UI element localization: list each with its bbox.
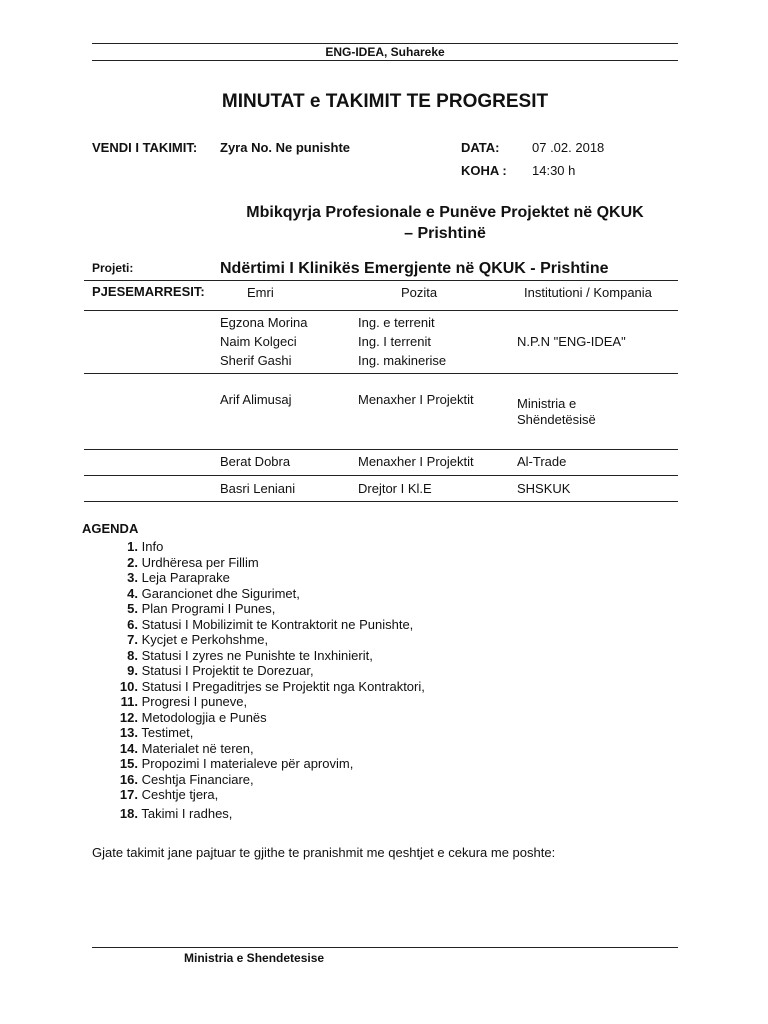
participant-name: Berat Dobra bbox=[220, 454, 291, 469]
agenda-item bbox=[110, 725, 425, 741]
project-label: Projeti: bbox=[92, 261, 134, 275]
subtitle-line-1: Mbikqyrja Profesionale e Punëve Projektet në QKUK bbox=[246, 204, 644, 221]
agenda-item-text: Ceshtja Financiare, bbox=[141, 771, 254, 787]
agenda-item-number: 13. bbox=[119, 725, 138, 740]
agenda-list bbox=[110, 539, 425, 821]
agenda-item bbox=[110, 617, 425, 633]
agenda-item bbox=[110, 601, 425, 617]
agenda-item bbox=[110, 586, 425, 602]
participant-institution: Al-Trade bbox=[517, 454, 567, 469]
participant-position: Ing. makinerise bbox=[358, 353, 447, 368]
agenda-item-number: 17. bbox=[119, 787, 138, 802]
agenda-item-text: Progresi I puneve, bbox=[141, 694, 248, 709]
footer-rule bbox=[92, 947, 678, 948]
agenda-item-number: 11. bbox=[120, 694, 138, 709]
agenda-item-text: Kycjet e Perkohshme, bbox=[141, 632, 269, 647]
agenda-item-number: 5. bbox=[127, 601, 138, 616]
document-title: MINUTAT e TAKIMIT TE PROGRESIT bbox=[221, 91, 549, 112]
place-label: VENDI I TAKIMIT: bbox=[92, 140, 198, 155]
table-bottom-rule bbox=[84, 501, 678, 502]
agenda-item-text: Ceshtje tjera, bbox=[141, 787, 219, 802]
agenda-item-text: Takimi I radhes, bbox=[141, 805, 233, 821]
agenda-item-number: 6. bbox=[127, 616, 138, 632]
project-rule bbox=[84, 280, 678, 281]
agenda-item bbox=[110, 648, 425, 664]
participant-position: Drejtor I Kl.E bbox=[358, 481, 432, 496]
institution-line-2: Shëndetësisë bbox=[517, 412, 596, 427]
footer-text: Ministria e Shendetesise bbox=[184, 951, 325, 965]
table-row-rule bbox=[84, 449, 678, 450]
agenda-item-text: Statusi I Pregaditrjes se Projektit nga Kontraktori, bbox=[141, 678, 425, 694]
agenda-item-number: 16. bbox=[119, 771, 138, 787]
supervision-subtitle bbox=[200, 202, 690, 244]
agenda-item bbox=[110, 694, 425, 710]
participant-position: Menaxher I Projektit bbox=[358, 392, 474, 407]
agenda-item bbox=[110, 772, 425, 788]
participant-position: Ing. e terrenit bbox=[358, 315, 435, 330]
column-institution: Institutioni / Kompania bbox=[524, 285, 652, 300]
agenda-item-text: Plan Programi I Punes, bbox=[141, 601, 276, 616]
time-label: KOHA : bbox=[461, 163, 507, 178]
agenda-item-number: 15. bbox=[119, 756, 138, 771]
agenda-item-number: 4. bbox=[127, 585, 138, 601]
agenda-item-number: 8. bbox=[127, 647, 138, 663]
participant-name: Basri Leniani bbox=[220, 481, 296, 496]
agenda-item bbox=[110, 539, 425, 555]
participants-label: PJESEMARRESIT: bbox=[92, 284, 205, 299]
table-row-rule bbox=[84, 475, 678, 476]
participant-name: Arif Alimusaj bbox=[220, 392, 292, 407]
agenda-item bbox=[110, 787, 425, 803]
agenda-item-number: 1. bbox=[127, 539, 138, 554]
agenda-item bbox=[110, 663, 425, 679]
agenda-item-text: Garancionet dhe Sigurimet, bbox=[141, 585, 300, 601]
place-value: Zyra No. Ne punishte bbox=[220, 140, 351, 155]
participant-name: Naim Kolgeci bbox=[220, 334, 297, 349]
table-row-rule bbox=[84, 373, 678, 374]
agenda-item-text: Testimet, bbox=[141, 725, 194, 740]
agenda-item bbox=[110, 741, 425, 757]
project-name: Ndërtimi I Klinikës Emergjente në QKUK - Prishtine bbox=[220, 260, 609, 277]
agenda-item-text: Metodologjia e Punës bbox=[141, 709, 267, 725]
participant-name: Sherif Gashi bbox=[220, 353, 292, 368]
agenda-item-number: 9. bbox=[127, 663, 138, 678]
agenda-item bbox=[110, 632, 425, 648]
participant-position: Menaxher I Projektit bbox=[358, 454, 474, 469]
agenda-item-number: 7. bbox=[127, 632, 138, 647]
column-name: Emri bbox=[247, 285, 274, 300]
agenda-item-text: Statusi I Projektit te Dorezuar, bbox=[141, 663, 314, 678]
agenda-title: AGENDA bbox=[82, 521, 139, 536]
agenda-item-text: Leja Paraprake bbox=[141, 570, 230, 585]
participant-name: Egzona Morina bbox=[220, 315, 308, 330]
header-bottom-rule bbox=[92, 60, 678, 61]
agenda-item-number: 14. bbox=[119, 740, 138, 756]
agenda-item-text: Statusi I zyres ne Punishte te Inxhinierit, bbox=[141, 647, 373, 663]
participant-institution: N.P.N "ENG-IDEA" bbox=[517, 334, 626, 349]
agenda-item-text: Materialet në teren, bbox=[141, 740, 254, 756]
meeting-note: Gjate takimit jane pajtuar te gjithe te pranishmit me qeshtjet e cekura me poshte: bbox=[92, 845, 556, 860]
agenda-item-text: Info bbox=[141, 539, 164, 554]
header-top-rule bbox=[92, 43, 678, 44]
table-header-rule bbox=[84, 310, 678, 311]
agenda-item-text: Propozimi I materialeve për aprovim, bbox=[141, 756, 354, 771]
institution-line-1: Ministria e bbox=[517, 396, 577, 411]
participant-institution: SHSKUK bbox=[517, 481, 571, 496]
agenda-item-text: Statusi I Mobilizimit te Kontraktorit ne Punishte, bbox=[141, 616, 414, 632]
participant-position: Ing. I terrenit bbox=[358, 334, 431, 349]
agenda-item-number: 10. bbox=[119, 678, 138, 694]
agenda-item-number: 18. bbox=[119, 805, 138, 821]
agenda-item bbox=[110, 570, 425, 586]
agenda-item bbox=[110, 555, 425, 571]
agenda-item bbox=[110, 756, 425, 772]
date-value: 07 .02. 2018 bbox=[532, 140, 605, 155]
time-value: 14:30 h bbox=[532, 163, 576, 178]
subtitle-line-2: – Prishtinë bbox=[404, 225, 486, 242]
agenda-item bbox=[110, 679, 425, 695]
agenda-item bbox=[110, 710, 425, 726]
agenda-item-number: 2. bbox=[127, 554, 138, 570]
participant-institution bbox=[517, 394, 596, 429]
date-label: DATA: bbox=[461, 140, 500, 155]
agenda-item-text: Urdhëresa per Fillim bbox=[141, 554, 259, 570]
agenda-item bbox=[110, 806, 425, 822]
agenda-item-number: 3. bbox=[127, 570, 138, 585]
header-organization: ENG-IDEA, Suhareke bbox=[325, 45, 445, 59]
agenda-item-number: 12. bbox=[119, 709, 138, 725]
column-position: Pozita bbox=[401, 285, 438, 300]
